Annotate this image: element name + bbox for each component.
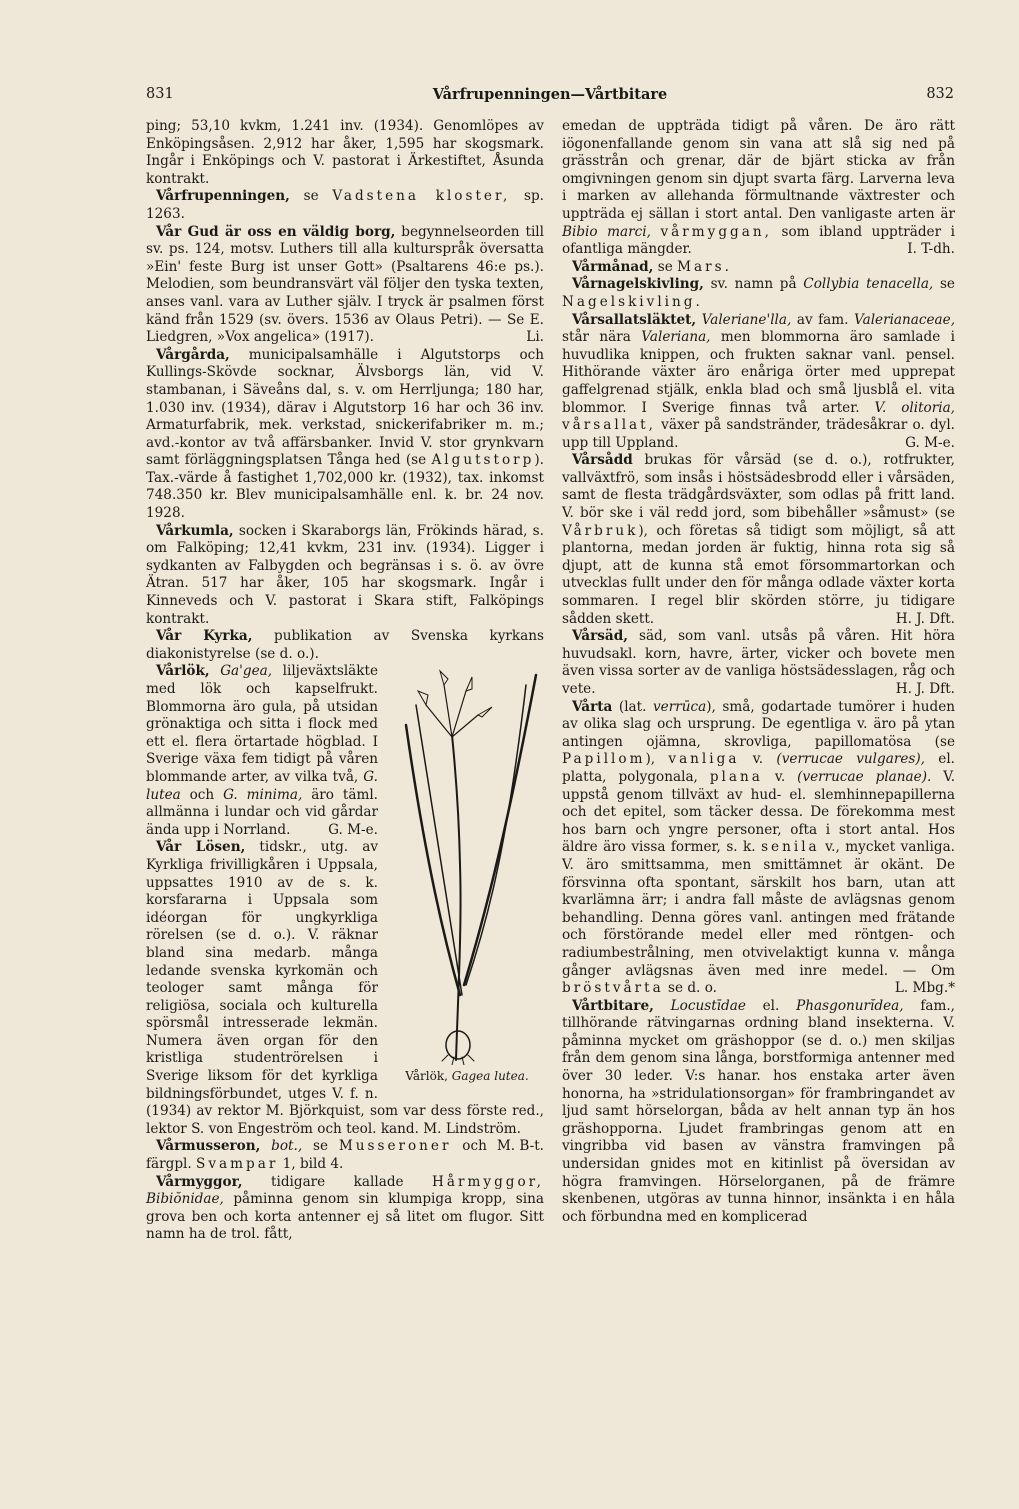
left-column [146, 118, 544, 1244]
entry-var-kyrka: Vår Kyrka, publikation av Svenska kyrkans diakonistyrelse (se d. o.). [146, 628, 545, 662]
entry-varsallatslaktet: Vårsallatsläktet, Valeriane'lla, av fam. Valerianaceae, står nära Valeriana, men blommorna äro samlade i huvudlika knippen, och frukten saknar vanl. pensel. Hithörande växter äro enåriga örter med upprepat gaffelgrenad stjälk, enkla blad och små ljusblå el. vita blommor. I Sverige finnas två arter. V. olitoria, vårsallat, växer på sandstränder, trädesåkrar o. dyl. upp till Uppland. G. M-e. [562, 311, 956, 451]
entry-varkumla: Vårkumla, socken i Skaraborgs län, Frökinds härad, s. om Falköping; 12,41 kvkm, 231 inv. (1934). Ligger i sydkanten av Falbygden och begränsas i s. ö. av övre Ätran. 517 har åker, 105 har skogsmark. Ingår i Kinneveds och V. pastorat i Skara stift, Falköpings kontrakt. [146, 522, 544, 627]
entry-varmusseron: Vårmusseron, bot., se Musseroner och färgpl. Svampar 1, bild 4. [146, 1138, 487, 1173]
running-title: Vårfrupenningen—Vårtbitare [432, 86, 668, 103]
signature: G. M-e. [905, 434, 955, 451]
figure-gagea-lutea [386, 665, 544, 1085]
page-number-left: 831 [146, 86, 174, 102]
entry-var-losen: Vår Lösen, tidskr., utg. av Kyrkliga frivilligkåren i Uppsala, uppsattes 1910 av de s. k. korsfararna i Uppsala som idéorgan för ungkyrkliga rörelsen (se d. o.). V. räknar bland sina medarb. många ledande svenska kyrkomän och teologer samt många för religiösa, sociala och kulturella spörsmål intresserade lekmän. Numera även organ för den kristliga studentrörelsen i Sverige liksom för det kyrkliga bildningsförbundet, utges V. f. n. (1934) av rektor M. Björkquist, som var dess förste red., lektor S. von Engeström och teol. kand. M. Lindström. M. B-t. [146, 839, 544, 1155]
signature: Li. [526, 329, 544, 346]
entry-varlok: Vårlök, Gagea lutea. Vårlök, Ga'gea, liljeväxtsläkte med lök och kapselfrukt. Blommorna äro gula, på utsidan grönaktiga och sitta i flock med ett el. flera örtartade högblad. I Sverige växa fem tidigt på våren blommande arter, av vilka två, G. lutea och G. minima, äro täml. allmänna i lundar och vid gårdar ända upp i Norrland. G. M-e. [146, 663, 544, 839]
entry-varmyggor-cont: emedan de uppträda tidigt på våren. De äro rätt iögonenfallande genom sin vana att slå sig ned på grässtrån och grenar, där de bjärt sticka av från omgivningen genom sin djupt svarta färg. Larverna leva i marken av allehanda förmultnande växtrester och uppträda ej sällan i stort antal. Den vanligaste arten är Bibio marci, vårmyggan, som ibland uppträder i ofantliga mängder. I. T-dh. [562, 118, 955, 258]
entry-vartbitare: Vårtbitare, Locustīdae el. Phasgonurĭdea, fam., tillhörande rätvingarnas ordning bland insekterna. V. påminna mycket om gräshoppor (se d. o.) men skiljas från dem genom sina långa, borstformiga antenner med över 30 leder. V:s hanar. hos enstaka arter även honorna, ha »stridulationsorgan» för frambringandet av ljud samt hörselorgan, båda av helt annan typ än hos gräshopporna. Ljudet frambringas genom att en vingribba vid basen av vänstra framvingen på undersidan gnides mot en kitinlist på översidan av högra framvingen. Hörselorganen, på de främre skenbenen, utgöras av tunna hinnor, insänkta i en håla och förbundna med en komplicerad [562, 997, 955, 1225]
entry-varfrupenningen: Vårfrupenningen, se Vadstena kloster, sp. 1263. [146, 188, 544, 222]
gagea-illustration [386, 665, 544, 1065]
entry-var-gud: Vår Gud är oss en väldig borg, begynnelseorden till sv. ps. 124, motsv. Luthers till alla kulturspråk översatta »Ein' feste Burg ist unser Gott» (Psaltarens 46:e ps.). Melodien, som beundransvärt väl följer den tyska texten, anses vanl. vara av Luther själv. I tryck är psalmen först känd från 1529 (sv. övers. 1536 av Olaus Petri). — Se E. Liedgren, »Vox angelica» (1917). Li. [146, 223, 544, 346]
entry-varmanad: Vårmånad, se Mars. [572, 258, 732, 275]
entry-varta: Vårta (lat. verrūca), små, godartade tumörer i huden av olika slag och ursprung. De egentliga v. äro på ytan antingen ojämna, skrovliga, papillomatösa (se Papillom), vanliga v. (verrucae vulgares), el. platta, polygonala, plana v. (verrucae planae). V. uppstå genom tillväxt av hud- el. slemhinnepapillerna och det epitel, som täcker dessa. De förekomma mest hos barn och yngre personer, ofta i stort antal. Hos äldre äro vissa former, s. k. senila v., mycket vanliga. V. äro smittsamma, men smittämnet är okänt. De försvinna ofta spontant, särskilt hos barn, utan att kvarlämna ärr; i andra fall måste de avlägsnas genom behandling. Denna göres vanl. antingen med frätande och förstörande medel eller med röntgen- och radiumbestrålning, men otvivelaktigt kunna v. många gånger avlägsnas även med inre medel. — Om bröstvårta se d. o. L. Mbg.* [562, 698, 956, 997]
entry-varnagelskivling: Vårnagelskivling, sv. namn på Collybia tenacella, se Nagelskivling. [562, 276, 955, 310]
signature: H. J. Dft. [895, 681, 955, 697]
entry-varsad: Vårsäd, säd, som vanl. utsås på våren. Hit höra huvudsakl. korn, havre, ärter, vicker och bovete men även vissa sorter av de vanliga höstsädesslagen, råg och vete. H. J. Dft. [562, 628, 955, 697]
page-number-right: 832 [926, 86, 954, 102]
entry-varmyggor: Vårmyggor, tidigare kallade Hårmyggor, Bibiŏnidae, påminna genom sin klumpiga kropp, sina grova ben och korta antenner ej så litet om flugor. Sitt namn ha de trol. fått, [146, 1173, 544, 1243]
entry-continuation: ping; 53,10 kvkm, 1.241 inv. (1934). Genomlöpes av Enköpingsåsen. 2,912 har åker, 1,595 har skogsmark. Ingår i Enköpings och V. pastorat i Ärkestiftet, Åsunda kontrakt. [146, 118, 544, 187]
entry-varsadd: Vårsådd brukas för vårsäd (se d. o.), rotfrukter, vallväxtfrö, som insås i höstsädesbrodd eller i vårsäden, samt de flesta trädgårdsväxter, som odlas på fritt land. V. bör ske i väl redd jord, som bibehåller »såmust» (se Vårbruk), och företas så tidigt som möjligt, så att plantorna, medan jorden är fuktig, hinna rota sig så djupt, att de kunna stå emot försommartorkan och utvecklas fullt under den för många odlade växter korta sommaren. I regel blir skörden större, ju tidigare sådden skett. H. J. Dft. [562, 452, 955, 627]
signature: G. M-e. [328, 821, 378, 838]
right-column [562, 118, 955, 1226]
signature: H. J. Dft. [895, 610, 955, 627]
page-header [146, 86, 954, 110]
signature: L. Mbg.* [894, 980, 955, 997]
figure-caption: Vårlök, Gagea lutea. [405, 1068, 529, 1083]
entry-vargarda: Vårgårda, municipalsamhälle i Algutstorps och Kullings-Skövde socknar, Älvsborgs län, vid V. stambanan, i Säveåns dal, s. v. om Herrljunga; 180 har, 1.030 inv. (1934), därav i Algutstorp 16 har och 36 inv. Armaturfabrik, mek. verkstad, snickerifabriker m. m.; avd.-kontor av två affärsbanker. Invid V. stor grynkvarn samt förläggningsplatsen Tånga hed (se Algutstorp). Tax.-värde å fastighet 1,702,000 kr. (1932), tax. inkomst 748.350 kr. Blev municipalsamhälle enl. k. br. 24 nov. 1928. [146, 346, 544, 522]
signature: M. B-t. [496, 1138, 544, 1155]
signature: I. T-dh. [907, 241, 955, 258]
